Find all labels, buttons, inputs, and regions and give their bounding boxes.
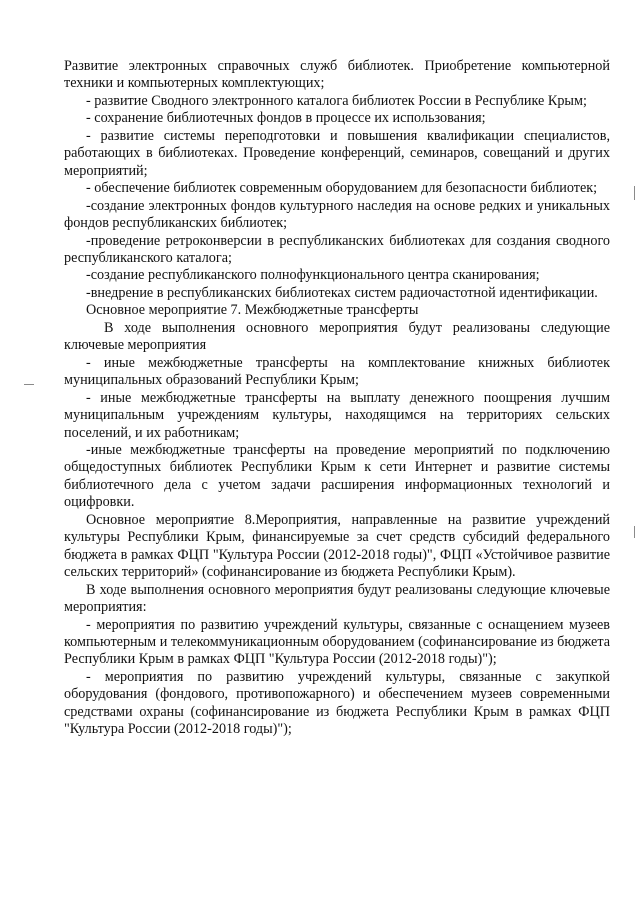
- list-item: -внедрение в республиканских библиотеках систем радиочастотной идентификации.: [86, 284, 598, 301]
- paragraph: В ходе выполнения основного мероприятия будут реализованы следующие ключевые мероприятия:: [64, 581, 610, 616]
- section-heading: Основное мероприятие 8.Мероприятия, направленные на развитие учреждений культуры Республики Крым, финансируемые за счет средств субсидий федерального бюджета в рамках ФЦП "Культура России (2012-2018 годы)", ФЦП «Устойчивое развитие сельских территорий» (софинансирование из бюджета Республики Крым).: [64, 511, 610, 581]
- list-item: - иные межбюджетные трансферты на комплектование книжных библиотек муниципальных образований Республики Крым;: [64, 354, 610, 389]
- document-body: [64, 58, 610, 739]
- scan-margin-mark: [24, 384, 34, 385]
- list-item: -создание республиканского полнофункционального центра сканирования;: [86, 267, 540, 284]
- section-heading: Основное мероприятие 7. Межбюджетные трансферты: [86, 302, 419, 319]
- list-item: - развитие Сводного электронного каталога библиотек России в Республике Крым;: [86, 92, 587, 109]
- list-item: - мероприятия по развитию учреждений культуры, связанные с оснащением музеев компьютерным и телекоммуникационным оборудованием (софинансирование из бюджета Республики Крым в рамках ФЦП "Культура России (2012-2018 годы)");: [64, 616, 611, 668]
- paragraph: Развитие электронных справочных служб библиотек. Приобретение компьютерной техники и компьютерных комплектующих;: [64, 58, 610, 92]
- list-item: -иные межбюджетные трансферты на проведение мероприятий по подключению общедоступных библиотек Республики Крым к сети Интернет и развитие системы библиотечного дела с учетом задачи расширения информационных технологий и оцифровки.: [64, 441, 610, 511]
- list-item: - обеспечение библиотек современным оборудованием для безопасности библиотек;: [86, 180, 598, 197]
- paragraph: В ходе выполнения основного мероприятия будут реализованы следующие ключевые мероприятия: [64, 319, 610, 354]
- list-item: - иные межбюджетные трансферты на выплату денежного поощрения лучшим муниципальным учреждениям культуры, находящимся на территориях сельских поселений, и их работникам;: [64, 389, 610, 441]
- scan-margin-mark: [634, 186, 635, 200]
- list-item: -создание электронных фондов культурного наследия на основе редких и уникальных фондов республиканских библиотек;: [64, 197, 610, 232]
- list-item: -проведение ретроконверсии в республиканских библиотеках для создания сводного республиканского каталога;: [64, 232, 610, 266]
- scan-margin-mark: [634, 526, 635, 538]
- list-item: - мероприятия по развитию учреждений культуры, связанные с закупкой оборудования (фондового, противопожарного) и обеспечением музеев современными средствами охраны (софинансирование из бюджета Республики Крым в рамках ФЦП "Культура России (2012-2018 годы)");: [64, 668, 610, 738]
- list-item: - сохранение библиотечных фондов в процессе их использования;: [86, 110, 486, 127]
- list-item: - развитие системы переподготовки и повышения квалификации специалистов, работающих в библиотеках. Проведение конференций, семинаров, совещаний и других мероприятий;: [64, 127, 610, 179]
